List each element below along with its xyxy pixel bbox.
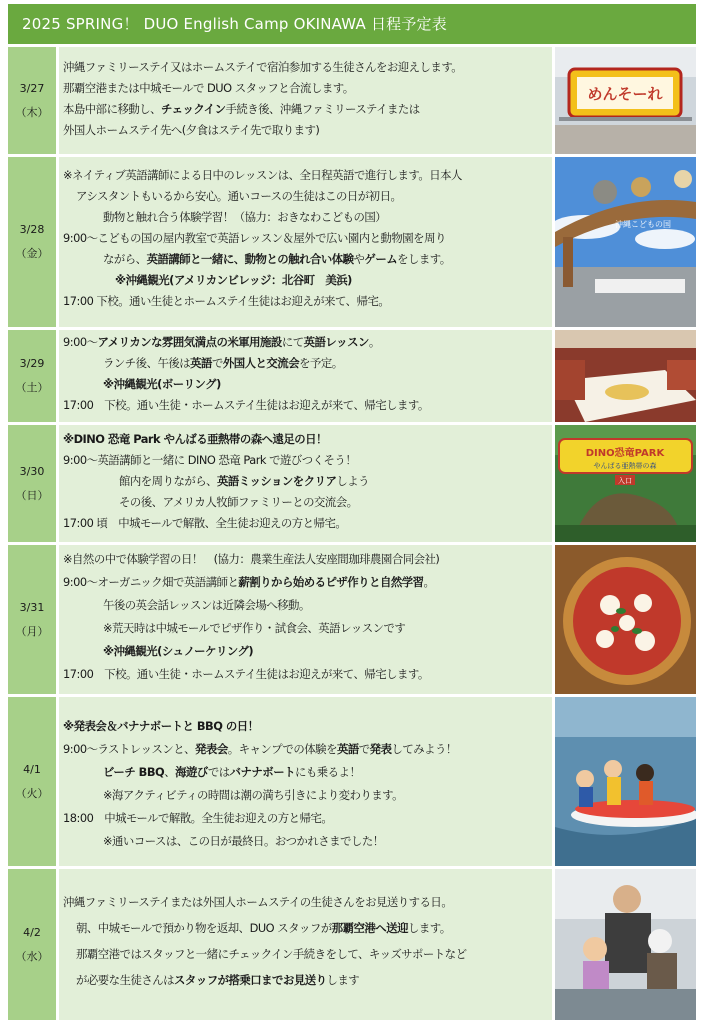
content-line: ※発表会＆バナナボートと BBQ の日！ [63, 719, 259, 733]
day-content [59, 869, 552, 1020]
content-line: ※通いコースは、この日が最終日。おつかれさまでした！ [103, 834, 384, 848]
date-label: 3/29 [19, 357, 45, 370]
date-label: 3/31 [19, 600, 45, 614]
sign-text: 沖縄こどもの国 [615, 220, 671, 229]
date-cell [8, 545, 56, 694]
sign-subtext: やんばる亜熱帯の森 [593, 462, 657, 470]
day-content [59, 157, 552, 327]
content-line: 18:00 中城モールで解散。全生徒お迎えの方と帰宅。 [63, 811, 333, 825]
dining-hall-photo [555, 330, 696, 422]
day-row-0402 [8, 869, 696, 1020]
content-line: 9:00～ラストレッスンと、発表会。キャンプでの体験を英語で発表してみよう！ [63, 742, 457, 756]
date-label: 4/2 [23, 925, 41, 939]
weekday-label: （水） [15, 949, 49, 963]
page-title: 2025 SPRING！ DUO English Camp OKINAWA 日程予定表 [8, 4, 696, 44]
day-content [59, 330, 552, 422]
content-line: ※DINO 恐竜 Park やんばる亜熱帯の森へ遠足の日！ [63, 432, 327, 446]
content-line: 9:00～オーガニック畑で英語講師と薪割りから始めるピザ作りと自然学習。 [63, 575, 435, 589]
date-cell [8, 869, 56, 1020]
sign-text: めんそーれ [587, 85, 663, 103]
content-line: ランチ後、午後は英語で外国人と交流会を予定。 [103, 356, 343, 370]
content-line: ビーチ BBQ、海遊びではバナナボートにも乗るよ！ [103, 765, 361, 779]
day-row-0327 [8, 47, 696, 154]
content-line: 外国人ホームステイ先へ(夕食はステイ先で取ります) [63, 123, 320, 137]
content-line: 9:00～こどもの国の屋内教室で英語レッスン＆屋外で広い園内と動物園を周り [63, 231, 446, 245]
content-line: ※沖縄観光(アメリカンビレッジ：北谷町 美浜) [115, 273, 352, 287]
date-label: 3/30 [19, 464, 45, 478]
dino-park-photo [555, 425, 696, 542]
weekday-label: （木） [15, 105, 49, 119]
content-line: 17:00 頃 中城モールで解散、全生徒お迎えの方と帰宅。 [63, 516, 347, 530]
content-line: 9:00～アメリカンな雰囲気満点の米軍用施設にて英語レッスン。 [63, 335, 380, 349]
content-line: ※沖縄観光(ボーリング) [103, 377, 221, 391]
content-line: ながら、英語講師と一緒に、動物との触れ合い体験やゲームをします。 [103, 252, 451, 266]
day-content [59, 545, 552, 694]
content-line: 那覇空港ではスタッフと一緒にチェックイン手続きをして、キッズサポートなど [76, 947, 467, 961]
day-row-0329 [8, 330, 696, 422]
date-cell [8, 47, 56, 154]
day-row-0401 [8, 697, 696, 866]
content-line: アシスタントもいるから安心。通いコースの生徒はこの日が初日。 [76, 189, 402, 203]
content-line: 沖縄ファミリーステイ又はホームステイで宿泊参加する生徒さんをお迎えします。 [63, 60, 463, 74]
day-content [59, 47, 552, 154]
content-line: その後、アメリカ人牧師ファミリーとの交流会。 [119, 495, 358, 509]
content-line: ※ネイティブ英語講師による日中のレッスンは、全日程英語で進行します。日本人 [63, 168, 462, 182]
content-line: 動物と触れ合う体験学習！（協力：おきなわこどもの国） [103, 210, 387, 224]
zoo-gate-photo [555, 157, 696, 327]
content-line: ※荒天時は中城モールでピザ作り・試食会、英語レッスンです [103, 621, 406, 635]
family-hug-photo [555, 869, 696, 1020]
pizza-photo [555, 545, 696, 694]
sign-entry: 入口 [618, 477, 632, 485]
date-label: 3/28 [19, 223, 45, 236]
day-content [59, 697, 552, 866]
date-cell [8, 697, 56, 866]
sign-text: DINO恐竜PARK [585, 448, 665, 459]
content-line: が必要な生徒さんはスタッフが搭乗口までお見送りします [76, 973, 360, 987]
content-line: ※沖縄観光(シュノーケリング) [103, 644, 254, 658]
airport-sign-photo [555, 47, 696, 154]
content-line: 9:00～英語講師と一緒に DINO 恐竜 Park で遊びつくそう！ [63, 453, 357, 467]
content-line: ※自然の中で体験学習の日！ (協力：農業生産法人安座間珈琲農園合同会社) [63, 552, 440, 566]
content-line: 17:00 下校。通い生徒とホームステイ生徒はお迎えが来て、帰宅。 [63, 294, 390, 308]
date-cell [8, 157, 56, 327]
weekday-label: （金） [15, 247, 49, 260]
content-line: 館内を周りながら、英語ミッションをクリアしよう [119, 474, 370, 488]
day-row-0328 [8, 157, 696, 327]
day-row-0330 [8, 425, 696, 542]
schedule-page [8, 4, 696, 1020]
content-line: 17:00 下校。通い生徒・ホームステイ生徒はお迎えが来て、帰宅します。 [63, 667, 429, 681]
weekday-label: （月） [15, 624, 49, 638]
date-label: 4/1 [23, 762, 41, 776]
day-row-0331 [8, 545, 696, 694]
content-line: ※海アクティビティの時間は潮の満ち引きにより変わります。 [103, 788, 404, 802]
content-line: 那覇空港または中城モールで DUO スタッフと合流します。 [63, 81, 354, 95]
weekday-label: （火） [15, 786, 49, 800]
content-line: 朝、中城モールで預かり物を返却、DUO スタッフが那覇空港へ送迎します。 [76, 921, 451, 935]
banana-boat-photo [555, 697, 696, 866]
weekday-label: （土） [15, 381, 49, 394]
content-line: 沖縄ファミリーステイまたは外国人ホームステイの生徒さんをお見送りする日。 [63, 895, 453, 909]
content-line: 午後の英会話レッスンは近隣会場へ移動。 [103, 598, 310, 612]
date-label: 3/27 [19, 81, 45, 95]
date-cell [8, 425, 56, 542]
content-line: 本島中部に移動し、チェックイン手続き後、沖縄ファミリーステイまたは [63, 102, 420, 116]
day-content [59, 425, 552, 542]
weekday-label: （日） [15, 488, 49, 502]
date-cell [8, 330, 56, 422]
content-line: 17:00 下校。通い生徒・ホームステイ生徒はお迎えが来て、帰宅します。 [63, 398, 429, 412]
